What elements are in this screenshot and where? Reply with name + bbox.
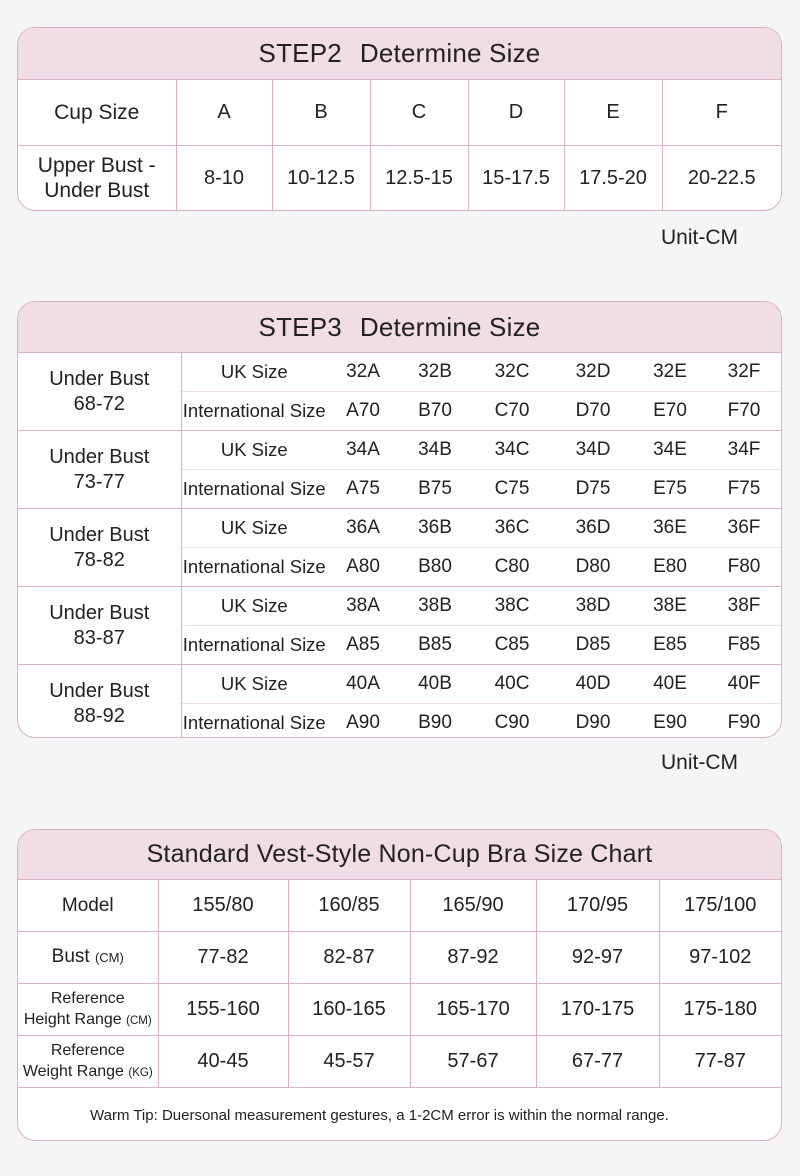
cup-size-cell: D <box>468 80 564 146</box>
international-size-cell: A85 <box>327 626 399 665</box>
model-cell: 165/90 <box>410 880 536 932</box>
uk-size-row <box>18 509 781 548</box>
cup-size-row <box>18 80 781 146</box>
uk-size-cell: 36F <box>707 509 781 548</box>
bust-difference-cell: 17.5-20 <box>564 146 662 211</box>
international-size-cell: D70 <box>553 392 633 431</box>
uk-size-cell: 38B <box>399 587 471 626</box>
uk-size-cell: 38A <box>327 587 399 626</box>
cup-size-cell: F <box>662 80 781 146</box>
uk-size-cell: 34C <box>471 431 553 470</box>
international-size-cell: D75 <box>553 470 633 509</box>
under-bust-label: Under Bust 68-72 <box>18 353 181 431</box>
international-size-cell: A90 <box>346 712 380 733</box>
bust-difference-label: Upper Bust - Under Bust <box>18 146 176 211</box>
weight-cell: 67-77 <box>536 1036 659 1088</box>
bust-cell: 92-97 <box>536 932 659 984</box>
uk-size-row <box>18 665 781 704</box>
uk-size-cell: 34A <box>327 431 399 470</box>
under-bust-label: Under Bust 88-92 <box>18 665 181 739</box>
vest-size-table <box>18 880 781 1088</box>
bust-row <box>18 932 781 984</box>
international-size-cell: A70 <box>327 392 399 431</box>
model-cell: 160/85 <box>288 880 410 932</box>
international-size-label: International Size <box>181 626 327 665</box>
international-size-cell: C70 <box>471 392 553 431</box>
weight-cell: 77-87 <box>659 1036 781 1088</box>
step3-size-card <box>17 301 782 738</box>
step2-unit-note: Unit-CM <box>661 226 738 249</box>
international-size-cell: A80 <box>327 548 399 587</box>
step2-title: Determine Size <box>359 38 541 68</box>
uk-size-cell: 36E <box>633 509 707 548</box>
international-size-cell: F70 <box>707 392 781 431</box>
international-size-cell: C80 <box>471 548 553 587</box>
vest-header: Standard Vest-Style Non-Cup Bra Size Chart <box>18 830 781 880</box>
model-cell: 175/100 <box>659 880 781 932</box>
international-size-cell: D85 <box>553 626 633 665</box>
uk-size-cell: 36B <box>399 509 471 548</box>
uk-size-cell: 40C <box>471 665 553 704</box>
warm-tip: Warm Tip: Duersonal measurement gestures, a 1-2CM error is within the normal range. <box>90 1106 669 1124</box>
uk-size-cell: 34D <box>553 431 633 470</box>
uk-size-cell: 36D <box>553 509 633 548</box>
uk-size-cell: 34F <box>707 431 781 470</box>
height-label: Reference Height Range (CM) <box>18 984 158 1036</box>
weight-cell: 40-45 <box>158 1036 288 1088</box>
international-size-cell: B90 <box>418 712 452 733</box>
bust-difference-cell: 8-10 <box>176 146 272 211</box>
international-size-label: International Size <box>181 392 327 431</box>
step2-cup-table <box>18 80 781 210</box>
uk-size-row <box>18 353 781 392</box>
international-size-cell: C85 <box>471 626 553 665</box>
bust-difference-cell: 12.5-15 <box>370 146 468 211</box>
international-size-cell: F80 <box>707 548 781 587</box>
uk-size-label: UK Size <box>181 509 327 548</box>
bust-cell: 87-92 <box>410 932 536 984</box>
height-cell: 160-165 <box>288 984 410 1036</box>
international-size-label: International Size <box>181 548 327 587</box>
height-row <box>18 984 781 1036</box>
weight-label: Reference Weight Range (KG) <box>18 1036 158 1088</box>
uk-size-row <box>18 587 781 626</box>
under-bust-label: Under Bust 73-77 <box>18 431 181 509</box>
international-size-cell: C75 <box>471 470 553 509</box>
international-size-cell: B70 <box>399 392 471 431</box>
uk-size-cell: 40D <box>553 665 633 704</box>
international-size-cell: E75 <box>633 470 707 509</box>
uk-size-cell: 36A <box>327 509 399 548</box>
model-label: Model <box>18 880 158 932</box>
international-size-cell: E90 <box>653 712 687 733</box>
bust-difference-row <box>18 146 781 211</box>
cup-size-cell: B <box>272 80 370 146</box>
uk-size-label: UK Size <box>181 431 327 470</box>
uk-size-cell: 32B <box>399 353 471 392</box>
international-size-cell: E70 <box>633 392 707 431</box>
step2-header <box>18 28 781 80</box>
international-size-cell: F75 <box>707 470 781 509</box>
international-size-cell: C90 <box>494 712 530 733</box>
weight-row <box>18 1036 781 1088</box>
uk-size-label: UK Size <box>181 353 327 392</box>
weight-cell: 45-57 <box>288 1036 410 1088</box>
international-size-cell: D80 <box>553 548 633 587</box>
international-size-cell: B85 <box>399 626 471 665</box>
weight-cell: 57-67 <box>410 1036 536 1088</box>
step3-size-table <box>18 353 781 738</box>
height-cell: 155-160 <box>158 984 288 1036</box>
cup-size-cell: A <box>176 80 272 146</box>
uk-size-cell: 36C <box>471 509 553 548</box>
bust-difference-cell: 10-12.5 <box>272 146 370 211</box>
uk-size-cell: 38D <box>553 587 633 626</box>
bust-label: Bust (CM) <box>18 932 158 984</box>
height-cell: 175-180 <box>659 984 781 1036</box>
step3-step-label: STEP3 <box>258 311 342 342</box>
international-size-cell: B75 <box>399 470 471 509</box>
height-cell: 170-175 <box>536 984 659 1036</box>
under-bust-label: Under Bust 83-87 <box>18 587 181 665</box>
uk-size-cell: 34E <box>633 431 707 470</box>
uk-size-cell: 40E <box>633 665 707 704</box>
step3-title: Determine Size <box>359 311 541 342</box>
model-cell: 155/80 <box>158 880 288 932</box>
step2-size-card <box>17 27 782 211</box>
uk-size-cell: 38E <box>633 587 707 626</box>
international-size-cell: A75 <box>327 470 399 509</box>
model-row <box>18 880 781 932</box>
uk-size-cell: 32E <box>633 353 707 392</box>
uk-size-label: UK Size <box>181 665 327 704</box>
uk-size-label: UK Size <box>181 587 327 626</box>
step2-step-label: STEP2 <box>258 38 342 68</box>
bust-cell: 77-82 <box>158 932 288 984</box>
uk-size-cell: 32F <box>707 353 781 392</box>
uk-size-cell: 32D <box>553 353 633 392</box>
bust-difference-cell: 15-17.5 <box>468 146 564 211</box>
uk-size-cell: 34B <box>399 431 471 470</box>
bust-cell: 82-87 <box>288 932 410 984</box>
international-size-label: International Size <box>181 470 327 509</box>
uk-size-cell: 38F <box>707 587 781 626</box>
height-cell: 165-170 <box>410 984 536 1036</box>
step3-header <box>18 302 781 353</box>
model-cell: 170/95 <box>536 880 659 932</box>
cup-size-label: Cup Size <box>18 80 176 146</box>
uk-size-cell: 40B <box>399 665 471 704</box>
under-bust-label: Under Bust 78-82 <box>18 509 181 587</box>
step3-unit-note: Unit-CM <box>661 751 738 774</box>
international-size-cell: E85 <box>633 626 707 665</box>
bust-difference-cell: 20-22.5 <box>687 166 756 189</box>
uk-size-cell: 40F <box>707 665 781 704</box>
uk-size-cell: 32C <box>471 353 553 392</box>
international-size-cell: F90 <box>727 712 761 733</box>
uk-size-cell: 38C <box>471 587 553 626</box>
international-size-label: International Size <box>182 712 326 733</box>
international-size-cell: D90 <box>575 712 611 733</box>
bust-cell: 97-102 <box>659 932 781 984</box>
international-size-cell: F85 <box>707 626 781 665</box>
uk-size-row <box>18 431 781 470</box>
uk-size-cell: 40A <box>327 665 399 704</box>
uk-size-cell: 32A <box>327 353 399 392</box>
cup-size-cell: E <box>564 80 662 146</box>
cup-size-cell: C <box>370 80 468 146</box>
international-size-cell: E80 <box>633 548 707 587</box>
vest-size-card <box>17 829 782 1141</box>
international-size-cell: B80 <box>399 548 471 587</box>
